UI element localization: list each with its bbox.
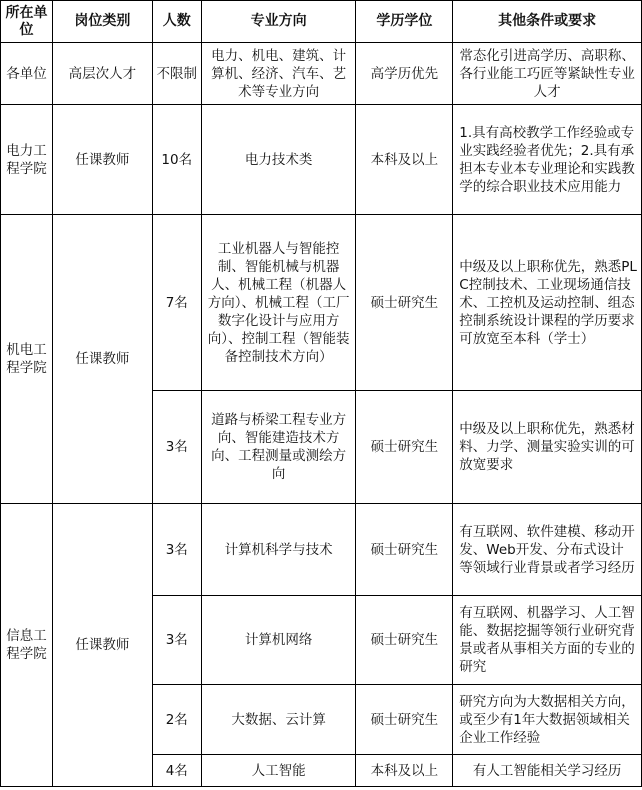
cell-other: 研究方向为大数据相关方向，或至少有1年大数据领域相关企业工作经验 xyxy=(453,685,642,755)
cell-category: 任课教师 xyxy=(52,215,152,504)
cell-other: 有互联网、机器学习、人工智能、数据挖掘等领行业研究背景或者从事相关方面的专业的研究 xyxy=(453,596,642,685)
cell-other: 常态化引进高学历、高职称、各行业能工巧匠等紧缺性专业人才 xyxy=(453,43,642,105)
cell-major: 人工智能 xyxy=(201,755,356,787)
cell-degree: 硕士研究生 xyxy=(356,215,453,391)
cell-category: 任课教师 xyxy=(52,105,152,215)
table-row xyxy=(1,504,642,596)
table-row xyxy=(1,215,642,391)
cell-other: 中级及以上职称优先，熟悉PLC控制技术、工业现场通信技术、工控机及运动控制、组态控制系统设计课程的学历要求可放宽至本科（学士） xyxy=(453,215,642,391)
cell-degree: 硕士研究生 xyxy=(356,685,453,755)
header-degree: 学历学位 xyxy=(356,1,453,43)
cell-major: 计算机科学与技术 xyxy=(201,504,356,596)
cell-unit: 信息工程学院 xyxy=(1,504,53,787)
cell-other: 有互联网、软件建模、移动开发、Web开发、分布式设计等领域行业背景或者学习经历 xyxy=(453,504,642,596)
cell-major: 电力技术类 xyxy=(201,105,356,215)
cell-major: 道路与桥梁工程专业方向、智能建造技术方向、工程测量或测绘方向 xyxy=(201,391,356,504)
header-category: 岗位类别 xyxy=(52,1,152,43)
cell-degree: 本科及以上 xyxy=(356,105,453,215)
cell-count: 3名 xyxy=(152,596,201,685)
cell-unit: 电力工程学院 xyxy=(1,105,53,215)
header-unit: 所在单位 xyxy=(1,1,53,43)
cell-major: 大数据、云计算 xyxy=(201,685,356,755)
cell-unit: 各单位 xyxy=(1,43,53,105)
cell-category: 高层次人才 xyxy=(52,43,152,105)
cell-count: 3名 xyxy=(152,504,201,596)
cell-count: 不限制 xyxy=(152,43,201,105)
cell-count: 4名 xyxy=(152,755,201,787)
header-count: 人数 xyxy=(152,1,201,43)
header-other: 其他条件或要求 xyxy=(453,1,642,43)
header-major: 专业方向 xyxy=(201,1,356,43)
cell-degree: 高学历优先 xyxy=(356,43,453,105)
cell-major: 电力、机电、建筑、计算机、经济、汽车、艺术等专业方向 xyxy=(201,43,356,105)
table-row xyxy=(1,43,642,105)
cell-other: 中级及以上职称优先，熟悉材料、力学、测量实验实训的可放宽要求 xyxy=(453,391,642,504)
cell-degree: 硕士研究生 xyxy=(356,504,453,596)
header-row xyxy=(1,1,642,43)
cell-count: 3名 xyxy=(152,391,201,504)
cell-major: 计算机网络 xyxy=(201,596,356,685)
cell-category: 任课教师 xyxy=(52,504,152,787)
cell-degree: 硕士研究生 xyxy=(356,391,453,504)
cell-other: 有人工智能相关学习经历 xyxy=(453,755,642,787)
cell-unit: 机电工程学院 xyxy=(1,215,53,504)
cell-other: 1.具有高校教学工作经验或专业实践经验者优先；2.具有承担本专业本专业理论和实践教学的综合职业技术应用能力 xyxy=(453,105,642,215)
cell-count: 10名 xyxy=(152,105,201,215)
cell-count: 2名 xyxy=(152,685,201,755)
cell-degree: 硕士研究生 xyxy=(356,596,453,685)
table-row xyxy=(1,105,642,215)
cell-degree: 本科及以上 xyxy=(356,755,453,787)
cell-count: 7名 xyxy=(152,215,201,391)
cell-major: 工业机器人与智能控制、智能机械与机器人、机械工程（机器人方向）、机械工程（工厂数字化设计与应用方向）、控制工程（智能装备控制技术方向） xyxy=(201,215,356,391)
